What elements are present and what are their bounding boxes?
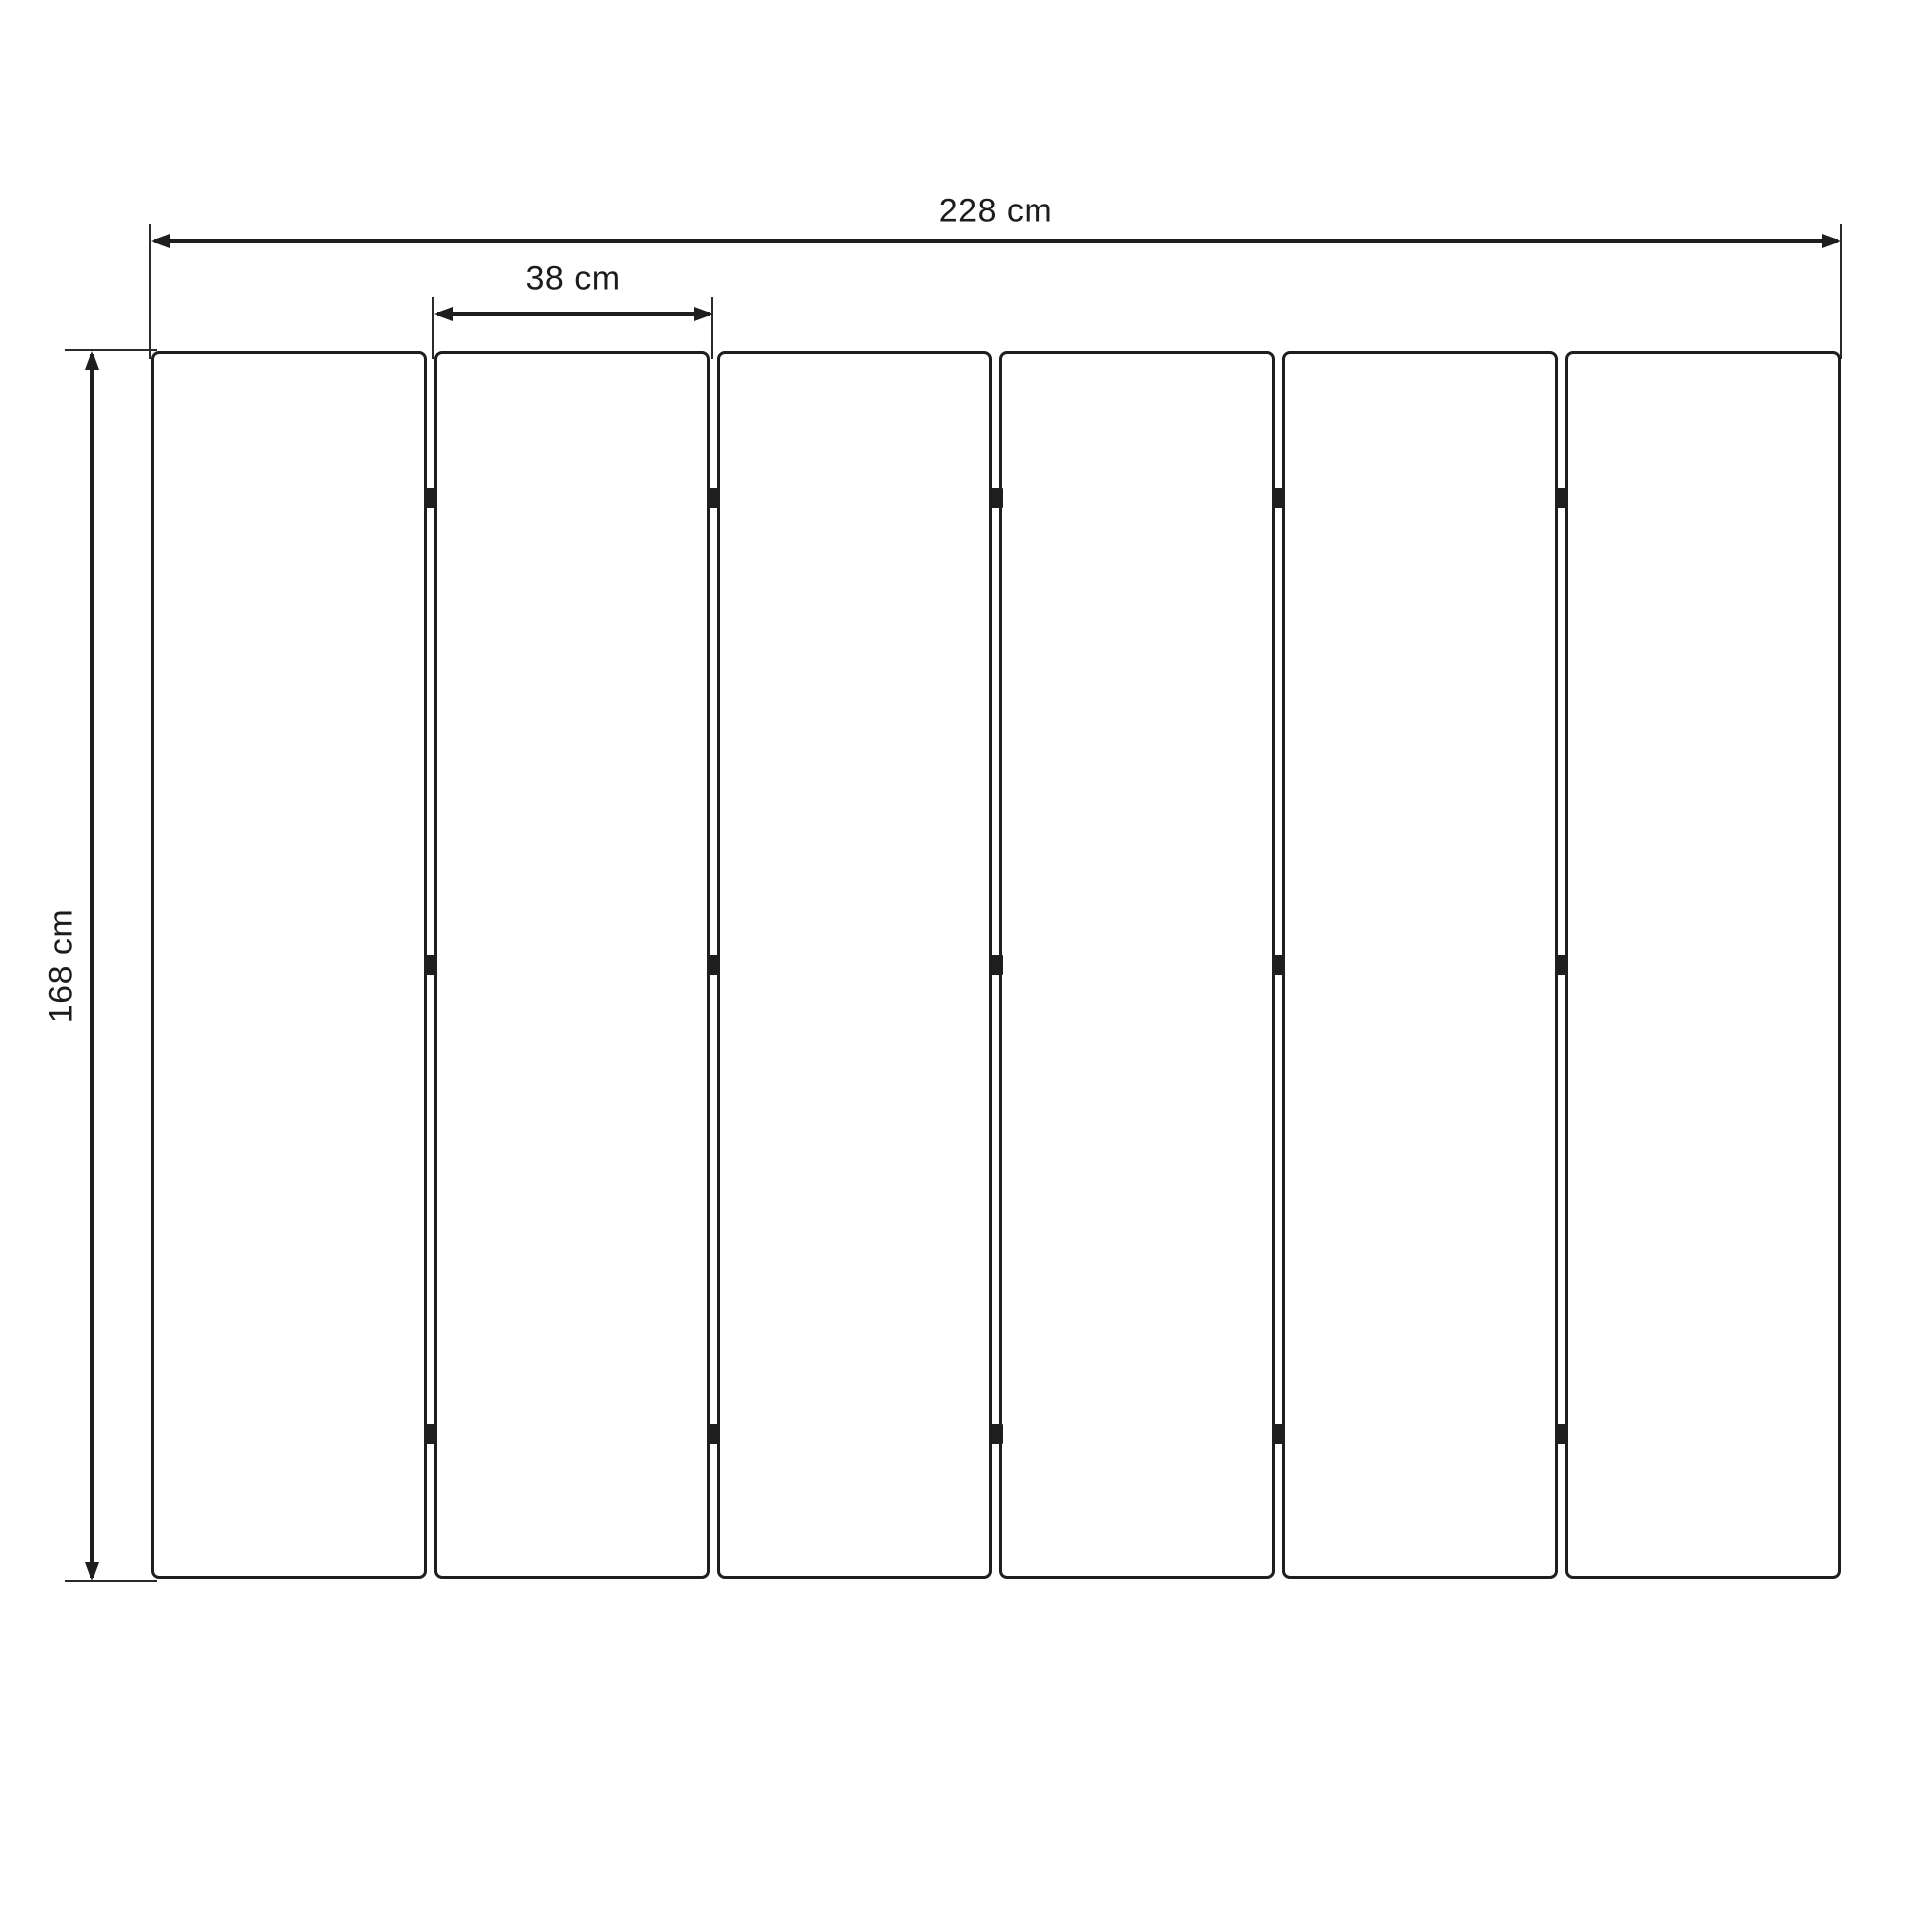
panel-width-label: 38 cm: [525, 259, 621, 298]
hinge: [1555, 1424, 1568, 1444]
hinge: [424, 955, 437, 975]
hinge: [1555, 955, 1568, 975]
panel: [717, 351, 993, 1579]
panel: [151, 351, 427, 1579]
extension-line: [65, 1580, 157, 1582]
hinge: [1272, 488, 1285, 508]
arrow-down-icon: [85, 1562, 99, 1581]
hinge: [707, 488, 720, 508]
hinge: [424, 1424, 437, 1444]
hinge: [1272, 1424, 1285, 1444]
arrow-right-icon: [1822, 234, 1841, 248]
hinge: [1272, 955, 1285, 975]
height-label: 168 cm: [42, 908, 80, 1024]
hinge: [707, 1424, 720, 1444]
hinge: [1555, 488, 1568, 508]
extension-line: [65, 349, 157, 351]
panel: [1565, 351, 1841, 1579]
total-width-label: 228 cm: [938, 192, 1053, 230]
panel: [999, 351, 1275, 1579]
hinge: [990, 488, 1003, 508]
hinge: [424, 488, 437, 508]
hinge: [990, 955, 1003, 975]
arrow-right-icon: [694, 307, 713, 321]
hinge: [707, 955, 720, 975]
hinge: [990, 1424, 1003, 1444]
panel: [1282, 351, 1558, 1579]
panel: [434, 351, 710, 1579]
